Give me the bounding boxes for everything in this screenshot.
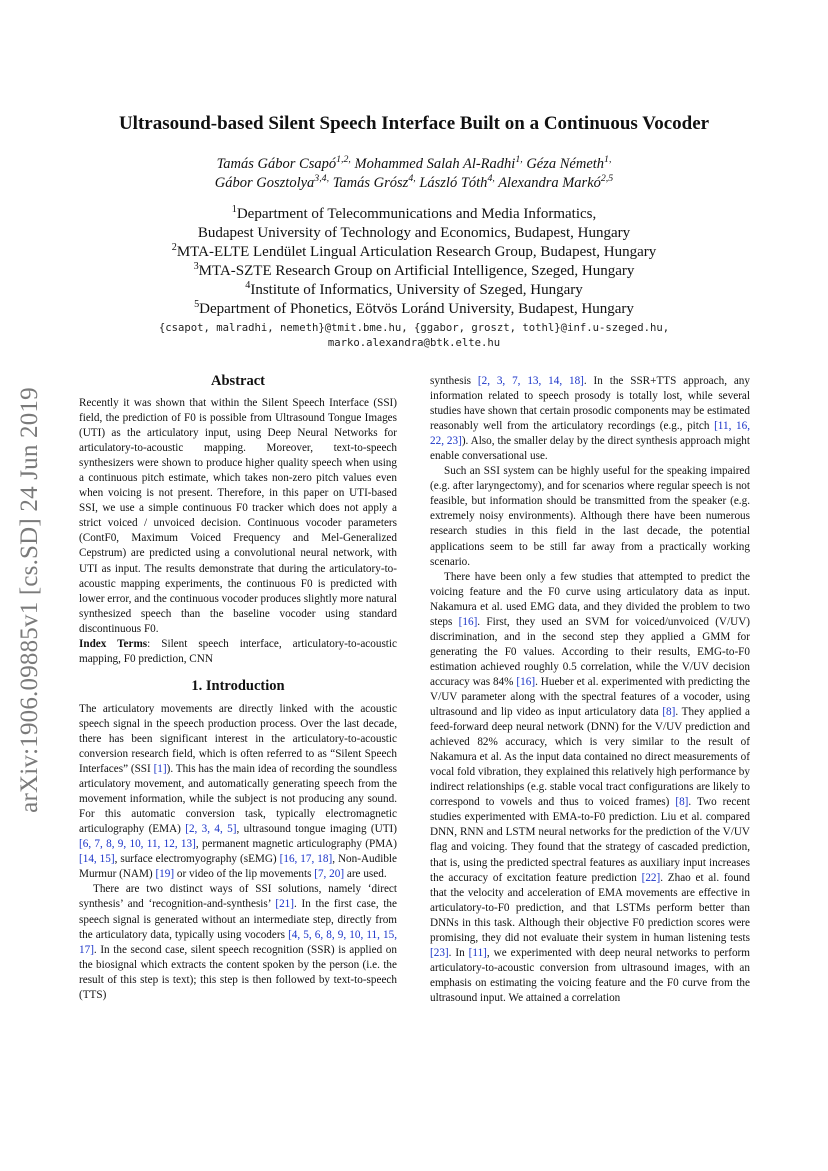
email-line-2: marko.alexandra@btk.elte.hu xyxy=(327,336,501,349)
citation-link[interactable]: [11] xyxy=(468,946,487,959)
paper-title: Ultrasound-based Silent Speech Interface Built on a Continuous Vocoder xyxy=(118,113,710,134)
affiliation-line: $^1$Department of Telecommunications and Media Informatics, xyxy=(231,204,597,222)
affiliation-line: $^3$MTA-SZTE Research Group on Artificial Intelligence, Szeged, Hungary xyxy=(193,261,635,279)
intro-paragraph-1: The articulatory movements are directly linked with the acoustic speech signal in the speech production process. Over the last decade, there has been significant interest in the articulatory-to-acoustic conversion research field, which is often referred to as “Silent Speech Interfaces” (SSI [1]). This has the main idea of recording the soundless articulatory movement, and automatically generating speech from the movement information, while the subject is not producing any sound. For this automatic conversion task, typically electromagnetic articulography (EMA) [2, 3, 4, 5], ultrasound tongue imaging (UTI) [6, 7, 8, 9, 10, 11, 12, 13], permanent magnetic articulography (PMA) [14, 15], surface electromyography (sEMG) [16, 17, 18], Non-Audible Murmur (NAM) [19] or video of the lip movements [7, 20] are used. xyxy=(79,702,398,881)
affiliations xyxy=(60,205,768,319)
citation-link[interactable]: [16] xyxy=(458,615,478,628)
abstract-heading: Abstract xyxy=(211,373,265,389)
citation-link[interactable]: [2, 3, 7, 13, 14, 18] xyxy=(477,375,584,387)
arxiv-stamp xyxy=(8,350,52,850)
citation-link[interactable]: [2, 3, 4, 5] xyxy=(185,823,237,836)
affiliation-line: $^2$MTA-ELTE Lendület Lingual Articulation Research Group, Budapest, Hungary xyxy=(171,242,657,260)
citation-link[interactable]: [8] xyxy=(675,796,689,809)
citation-link[interactable]: [6, 7, 8, 9, 10, 11, 12, 13] xyxy=(79,838,196,851)
citation-link[interactable]: [14, 15] xyxy=(79,853,115,866)
citation-link[interactable]: [16, 17, 18] xyxy=(279,853,333,866)
right-paragraph-2: Such an SSI system can be highly useful for the speaking impaired (e.g. after laryngectomy), and for scenarios where regular speech is not feasible, but information should be transmitted from the speaker (e.g. extremely noisy environments). Although there have been numerous research studies in this field in the last decade, the potential applications seem to be still far away from a practically working scenario. xyxy=(430,465,750,568)
affiliation-line: Budapest University of Technology and Economics, Budapest, Hungary xyxy=(197,225,631,241)
index-terms xyxy=(79,637,397,667)
email-list xyxy=(60,321,768,350)
citation-link[interactable]: [22] xyxy=(641,871,661,884)
index-terms-text: : Silent speech interface, articulatory-to-acoustic mapping, F0 prediction, CNN xyxy=(79,637,397,665)
intro-paragraph-2: There are two distinct ways of SSI solutions, namely ‘direct synthesis’ and ‘recognition-and-synthesis’ [21]. In the first case, the speech signal is generated without an intermediate step, directly from the articulatory data, typically using vocoders [4, 5, 6, 8, 9, 10, 11, 15, 17]. In the second case, silent speech recognition (SSR) is applied on the biosignal which extracts the content spoken by the person (i.e. the result of this step is text); this step is then followed by text-to-speech (TTS) xyxy=(79,883,398,1001)
author-list xyxy=(78,155,750,193)
citation-link[interactable]: [21] xyxy=(275,898,294,911)
citation-link[interactable]: [11, 16, 22, 23] xyxy=(430,420,750,448)
citation-link[interactable]: [4, 5, 6, 8, 9, 10, 11, 15, 17] xyxy=(79,928,398,956)
right-column xyxy=(430,374,750,1006)
citation-link[interactable]: [19] xyxy=(155,868,175,881)
citation-link[interactable]: [1] xyxy=(153,763,167,776)
right-paragraph-1: synthesis [2, 3, 7, 13, 14, 18]. In the SSR+TTS approach, any information related to speech prosody is totally lost, while several studies have shown that certain prosodic components may be estimated reasonably well from the articulatory recordings (e.g., pitch [11, 16, 22, 23]). Also, the smaller delay by the direct synthesis approach might enable conversational use. xyxy=(430,375,750,463)
email-line-1: {csapot, malradhi, nemeth}@tmit.bme.hu, {ggabor, groszt, tothl}@inf.u-szeged.hu, xyxy=(158,322,670,334)
abstract-text: Recently it was shown that within the Silent Speech Interface (SSI) field, the prediction of F0 is possible from Ultrasound Tongue Images (UTI) as the articulatory input, using Deep Neural Networks for articulatory-to-acoustic mapping. Moreover, text-to-speech synthesizers were shown to produce higher quality speech when using a continuous pitch estimate, which takes non-zero pitch values even when voicing is not present. Therefore, in this paper on UTI-based SSI, we use a simple continuous F0 tracker which does not apply a strict voiced / unvoiced decision. Continuous vocoder parameters (ContF0, Maximum Voiced Frequency and Mel-Generalized Cepstrum) are predicted using a convolutional neural network, with UTI as input. The results demonstrate that during the articulatory-to-acoustic mapping experiments, the continuous F0 is predicted with lower error, and the continuous vocoder produces slightly more natural synthesized speech than the baseline vocoder using standard discontinuous F0. xyxy=(79,397,397,635)
index-terms-label: Index Terms xyxy=(79,637,148,650)
arxiv-stamp-text: arXiv:1906.09885v1 [cs.SD] 24 Jun 2019 xyxy=(16,387,43,813)
citation-link[interactable]: [23] xyxy=(430,946,449,959)
citation-link[interactable]: [7, 20] xyxy=(314,868,345,881)
left-column xyxy=(79,372,397,1003)
author-line-1: Tamás Gábor Csapó$^{1,2,}$ Mohammed Salah Al-Radhi$^{1,}$ Géza Németh$^{1,}$ xyxy=(216,154,612,172)
affiliation-line: $^5$Department of Phonetics, Eötvös Loránd University, Budapest, Hungary xyxy=(194,299,634,317)
citation-link[interactable]: [8] xyxy=(662,706,676,719)
affiliation-line: $^4$Institute of Informatics, University of Szeged, Hungary xyxy=(245,280,583,298)
section-heading-introduction: 1. Introduction xyxy=(191,677,285,694)
citation-link[interactable]: [16] xyxy=(516,675,536,688)
right-paragraph-3: There have been only a few studies that attempted to predict the voicing feature and the F0 curve using articulatory data as input. Nakamura et al. used EMG data, and they divided the problem to two steps [16]. First, they used an SVM for voiced/unvoiced (V/UV) discrimination, and in the second step they applied a GMM for generating the F0 values. According to their results, EMG-to-F0 estimation achieved roughly 0.5 correlation, while the V/UV decision accuracy was 84% [16]. Hueber et al. experimented with predicting the V/UV parameter along with the spectral features of a vocoder, using ultrasound and lip video as input articulatory data [8]. They applied a feed-forward deep neural network (DNN) for the V/UV prediction and achieved 82% accuracy, which is very similar to the result of Nakamura et al. As the input data contained no direct measurements of vocal fold vibration, they explained this relatively high performance by indirect relationships (e.g. stable vocal tract configurations are likely to correspond to vowels and thus to voiced frames) [8]. Two recent studies experimented with EMA-to-F0 prediction. Liu et al. compared DNN, RNN and LSTM neural networks for the prediction of the V/UV flag and voicing. They found that the strategy of cascaded prediction, that is, using the predicted spectral features as auxiliary input increases the accuracy of excitation feature prediction [22]. Zhao et al. found that the velocity and acceleration of EMA movements are effective in articulatory-to-F0 prediction, and that LSTMs perform better than DNNs in this task. Although their objective F0 prediction scores were promising, they did not evaluate their system in human listening tests [23]. In [11], we experimented with deep neural networks to perform articulatory-to-acoustic conversion from ultrasound images, with an emphasis on estimating the voicing feature and the F0 curve from the ultrasound input. We attained a correlation xyxy=(430,570,750,1004)
author-line-2: Gábor Gosztolya$^{3,4,}$ Tamás Grósz$^{4,}$ László Tóth$^{4,}$ Alexandra Markó$^{2,5}$ xyxy=(214,173,614,191)
